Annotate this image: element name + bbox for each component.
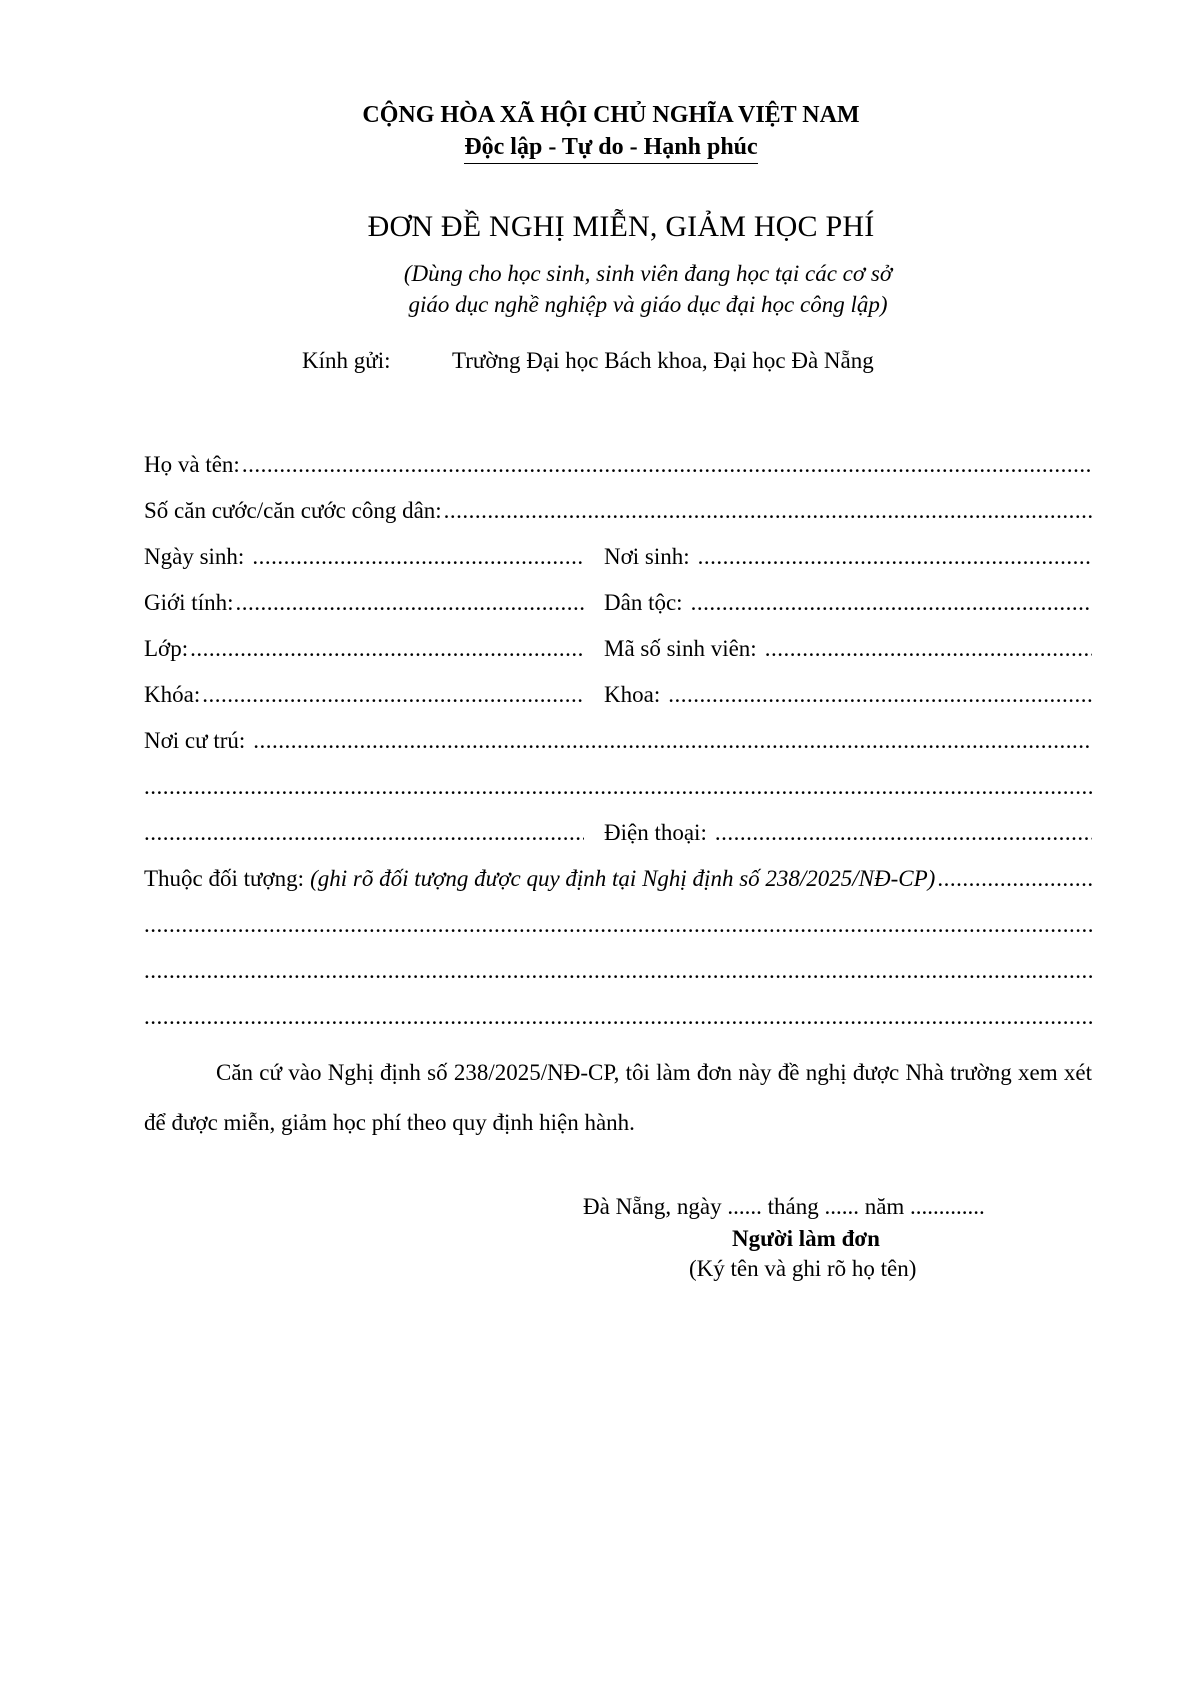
- residence-end-blank[interactable]: [144, 820, 584, 846]
- class-label: Lớp:: [144, 636, 189, 661]
- category-hint: (ghi rõ đối tượng được quy định tại Nghị định số 238/2025/NĐ-CP): [310, 866, 936, 891]
- form-title: ĐƠN ĐỀ NGHỊ MIỄN, GIẢM HỌC PHÍ: [367, 210, 875, 243]
- faculty-label: Khoa:: [604, 682, 661, 707]
- motto-text: Độc lập - Tự do - Hạnh phúc: [464, 134, 757, 164]
- course-blank[interactable]: [202, 682, 584, 708]
- id-card-label: Số căn cước/căn cước công dân:: [144, 498, 442, 523]
- category-blank-2[interactable]: [144, 958, 1092, 984]
- residence-label: Nơi cư trú:: [144, 728, 246, 753]
- id-card-line[interactable]: [144, 498, 1092, 528]
- student-id-blank[interactable]: [765, 636, 1092, 662]
- category-blank-1[interactable]: [144, 912, 1092, 938]
- residence-line[interactable]: [144, 728, 1092, 758]
- residence-end-line[interactable]: [144, 820, 584, 850]
- ethnicity-label: Dân tộc:: [604, 590, 683, 615]
- place-date-line: Đà Nẵng, ngày ...... tháng ...... năm .............: [583, 1194, 985, 1219]
- category-blank[interactable]: [937, 866, 1092, 892]
- birth-date-line[interactable]: [144, 544, 584, 574]
- signer-title: Người làm đơn: [732, 1226, 880, 1251]
- residence-continuation-blank[interactable]: [144, 774, 1092, 800]
- student-id-label: Mã số sinh viên:: [604, 636, 757, 661]
- category-continuation-line-1[interactable]: [144, 912, 1092, 942]
- residence-continuation-line[interactable]: [144, 774, 1092, 804]
- category-blank-3[interactable]: [144, 1004, 1092, 1030]
- phone-label: Điện thoại:: [604, 820, 707, 845]
- gender-label: Giới tính:: [144, 590, 234, 615]
- gender-line[interactable]: [144, 590, 584, 620]
- phone-blank[interactable]: [715, 820, 1092, 846]
- gender-blank[interactable]: [235, 590, 584, 616]
- national-motto: [0, 134, 1200, 161]
- birth-place-blank[interactable]: [698, 544, 1092, 570]
- category-line[interactable]: [144, 866, 1092, 896]
- birth-place-line[interactable]: [604, 544, 1092, 574]
- category-continuation-line-3[interactable]: [144, 1004, 1092, 1034]
- form-subtitle-line1: (Dùng cho học sinh, sinh viên đang học tại các cơ sở: [403, 261, 893, 286]
- id-card-blank[interactable]: [444, 498, 1092, 524]
- course-label: Khóa:: [144, 682, 201, 707]
- faculty-blank[interactable]: [668, 682, 1092, 708]
- class-blank[interactable]: [190, 636, 584, 662]
- student-id-line[interactable]: [604, 636, 1092, 666]
- request-paragraph-text: Căn cứ vào Nghị định số 238/2025/NĐ-CP, tôi làm đơn này đề nghị được Nhà trường xem xét để được miễn, giảm học phí theo quy định hiện hành.: [144, 1060, 1092, 1135]
- category-label: Thuộc đối tượng:: [144, 866, 305, 891]
- national-title: CỘNG HÒA XÃ HỘI CHỦ NGHĨA VIỆT NAM: [362, 102, 860, 128]
- category-continuation-line-2[interactable]: [144, 958, 1092, 988]
- ethnicity-blank[interactable]: [691, 590, 1092, 616]
- course-line[interactable]: [144, 682, 584, 712]
- class-line[interactable]: [144, 636, 584, 666]
- birth-date-blank[interactable]: [252, 544, 584, 570]
- signature-note: (Ký tên và ghi rõ họ tên): [689, 1256, 917, 1281]
- full-name-blank[interactable]: [242, 452, 1092, 478]
- residence-blank[interactable]: [253, 728, 1092, 754]
- form-subtitle-line2: giáo dục nghề nghiệp và giáo dục đại học công lập): [408, 292, 888, 317]
- ethnicity-line[interactable]: [604, 590, 1092, 620]
- faculty-line[interactable]: [604, 682, 1092, 712]
- recipient-name: Trường Đại học Bách khoa, Đại học Đà Nẵng: [452, 348, 874, 373]
- birth-date-label: Ngày sinh:: [144, 544, 245, 569]
- full-name-line[interactable]: [144, 452, 1092, 482]
- phone-line[interactable]: [604, 820, 1092, 850]
- birth-place-label: Nơi sinh:: [604, 544, 690, 569]
- request-paragraph: [144, 1048, 1092, 1148]
- full-name-label: Họ và tên:: [144, 452, 240, 477]
- recipient-label: Kính gửi:: [302, 348, 391, 373]
